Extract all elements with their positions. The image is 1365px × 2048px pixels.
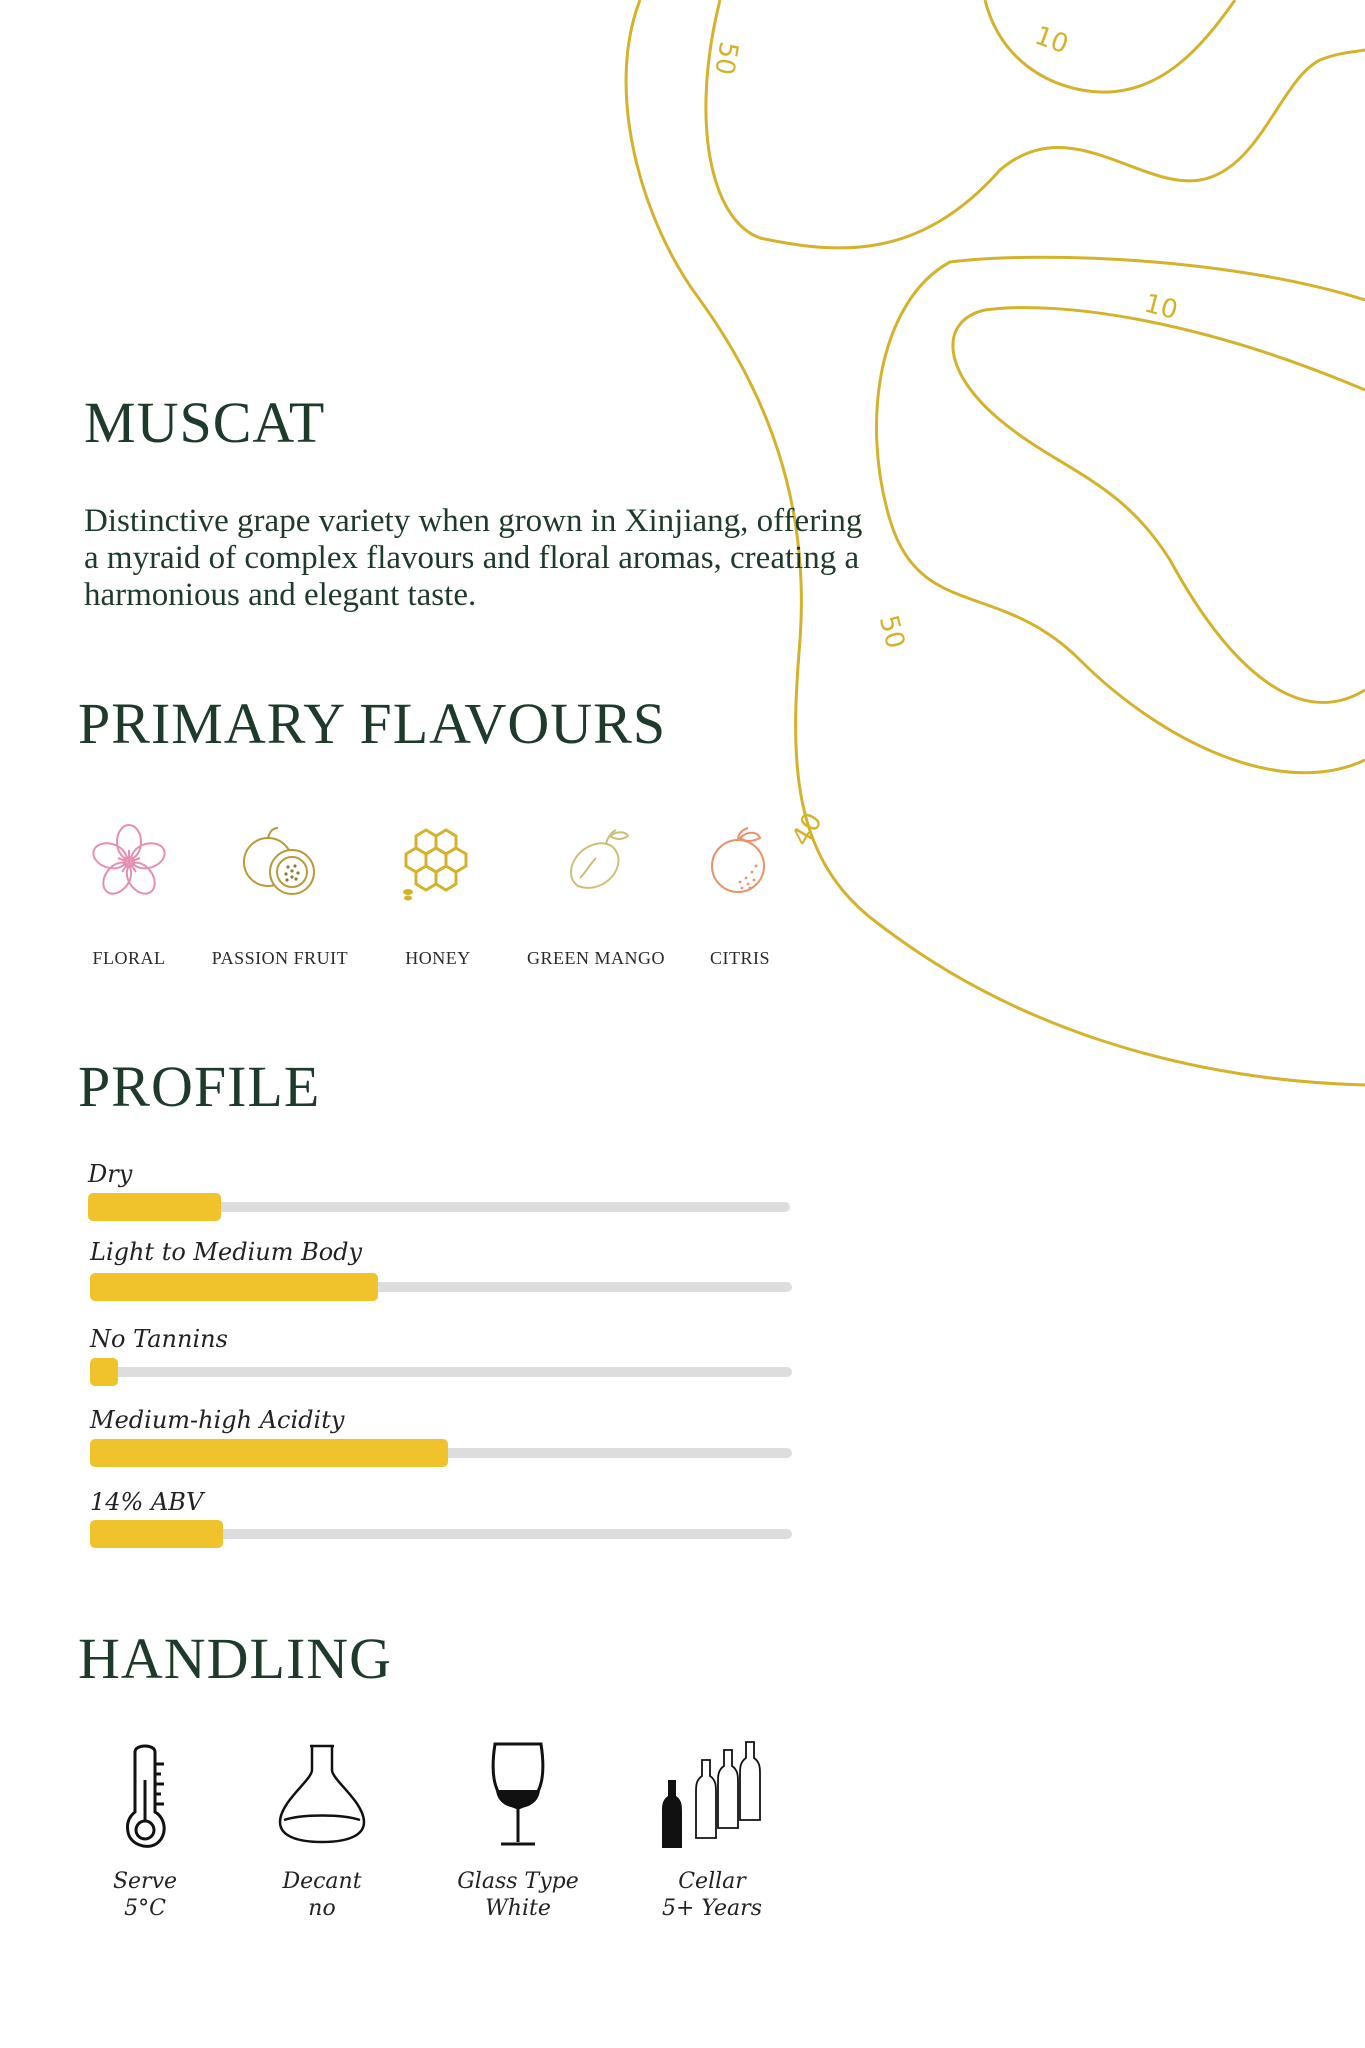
flavour-passion-fruit	[205, 822, 355, 969]
handling-value: 5+ Years	[662, 1896, 762, 1921]
profile-bar-abv	[90, 1529, 792, 1539]
profile-bar-label: Dry	[88, 1160, 133, 1188]
profile-bar-fill	[90, 1520, 223, 1548]
wine-description: Distinctive grape variety when grown in Xinjiang, offering a myraid of complex flavours and floral aromas, creating a harmonious and elegant taste.	[84, 503, 863, 613]
wine-bottles-icon	[652, 1740, 772, 1850]
handling-label: Serve	[112, 1869, 178, 1894]
handling-heading: HANDLING	[78, 1626, 393, 1691]
honeycomb-icon	[396, 822, 480, 902]
passion-fruit-icon	[238, 822, 322, 902]
profile-heading: PROFILE	[78, 1054, 321, 1119]
flavour-label: FLORAL	[92, 948, 166, 968]
handling-glass	[443, 1740, 593, 1922]
profile-bar-label: No Tannins	[90, 1325, 228, 1353]
flavour-label: HONEY	[405, 948, 471, 968]
profile-bar-acidity	[90, 1448, 792, 1458]
handling-label: Cellar	[678, 1869, 746, 1894]
flavour-citris	[665, 822, 815, 969]
flavours-heading: PRIMARY FLAVOURS	[78, 691, 667, 756]
contour-line	[985, 0, 1235, 92]
profile-bar-fill	[90, 1273, 378, 1301]
topo-label: 10	[1030, 20, 1073, 61]
handling-value: White	[485, 1896, 551, 1921]
contour-line	[953, 308, 1365, 703]
handling-value: no	[308, 1896, 336, 1921]
flavour-green-mango	[521, 822, 671, 969]
flavour-honey	[363, 822, 513, 969]
topo-label: 40	[786, 807, 829, 852]
flavour-label: PASSION FRUIT	[211, 948, 349, 968]
handling-label: Glass Type	[457, 1869, 579, 1894]
profile-bar-label: Medium-high Acidity	[90, 1406, 345, 1434]
page-title: MUSCAT	[84, 390, 326, 455]
profile-bar-label: 14% ABV	[90, 1488, 204, 1516]
profile-bar-fill	[90, 1439, 448, 1467]
profile-bar-label: Light to Medium Body	[90, 1238, 363, 1266]
wine-glass-icon	[483, 1740, 553, 1850]
topo-label: 10	[1141, 288, 1181, 327]
topo-label: 50	[872, 612, 911, 652]
flavour-label: GREEN MANGO	[527, 948, 665, 968]
handling-value: 5°C	[124, 1896, 166, 1921]
flavour-floral	[54, 822, 204, 969]
profile-bar-fill	[90, 1358, 118, 1386]
handling-cellar	[637, 1740, 787, 1922]
handling-serve	[70, 1740, 220, 1922]
profile-bar-dry	[88, 1202, 790, 1212]
handling-decant	[247, 1740, 397, 1922]
orange-icon	[700, 822, 780, 902]
flower-icon	[89, 822, 169, 902]
mango-icon	[556, 822, 636, 902]
thermometer-icon	[110, 1740, 180, 1850]
topo-label: 50	[708, 39, 744, 78]
profile-bar-tannins	[90, 1367, 792, 1377]
decanter-icon	[272, 1740, 372, 1850]
handling-label: Decant	[282, 1869, 362, 1894]
profile-bar-fill	[88, 1193, 221, 1221]
flavour-label: CITRIS	[709, 948, 770, 968]
profile-bar-body	[90, 1282, 792, 1292]
